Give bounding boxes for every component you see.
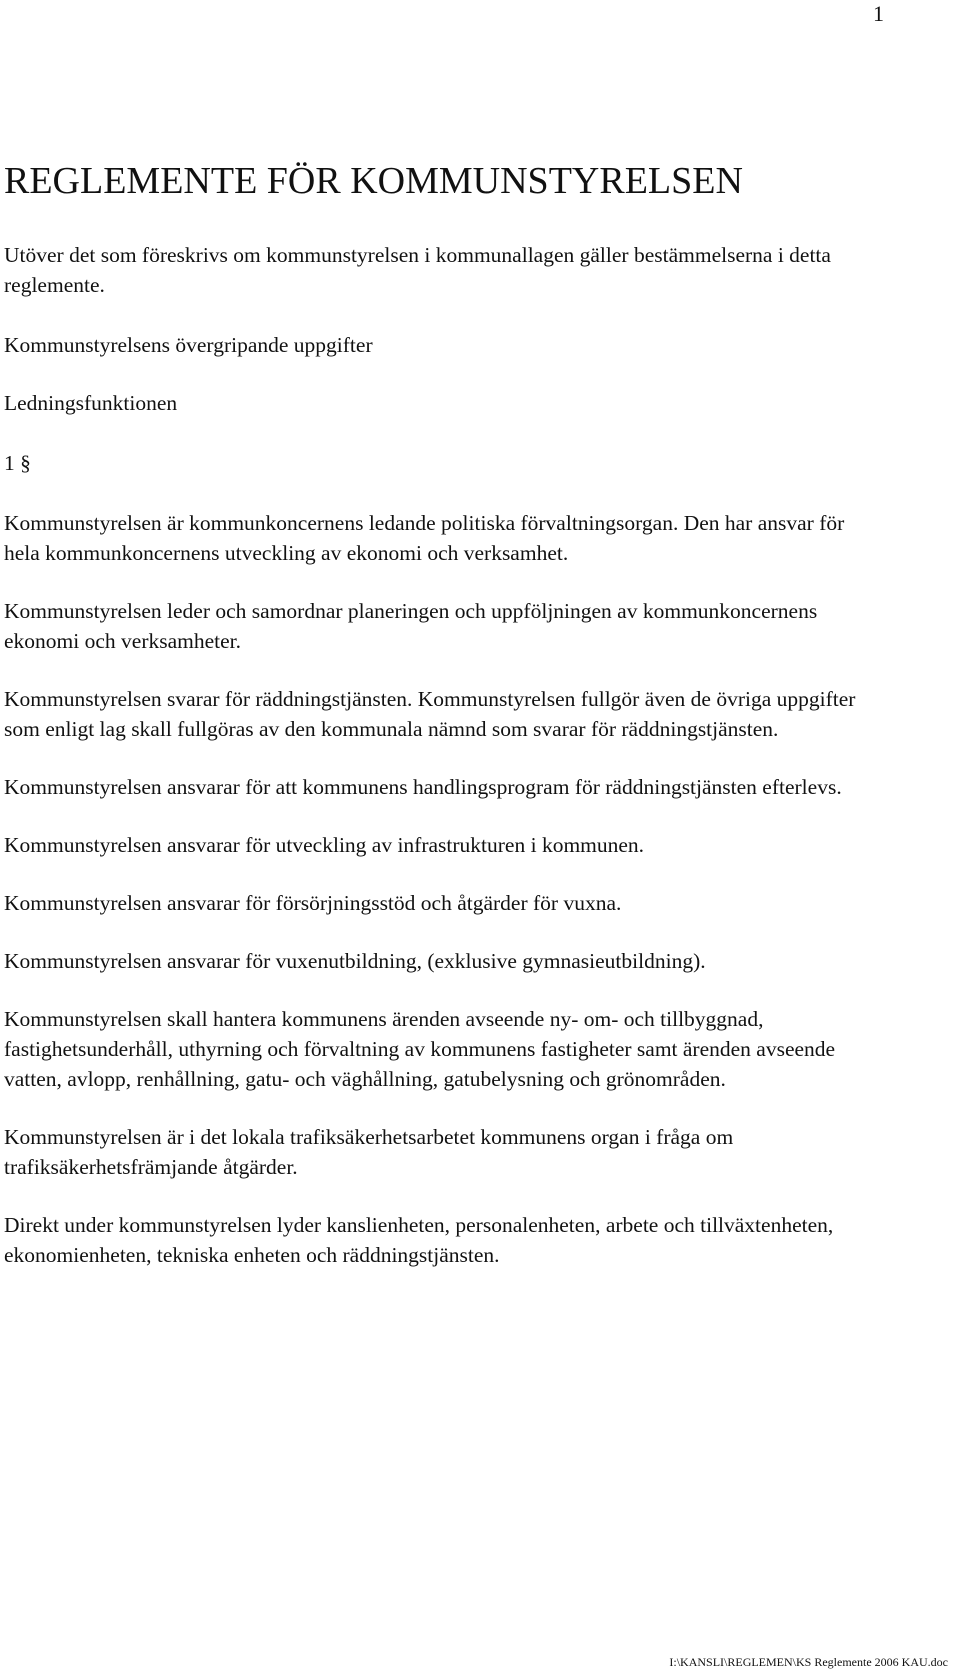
- body-paragraph: Kommunstyrelsen är kommunkoncernens ledande politiska förvaltningsorgan. Den har ansvar för hela kommunkoncernens utveckling av ekonomi och verksamhet.: [4, 511, 845, 565]
- page-number: 1: [873, 1, 884, 26]
- body-paragraph: Kommunstyrelsen svarar för räddningstjänsten. Kommunstyrelsen fullgör även de övriga uppgifter som enligt lag skall fullgöras av den kommunala nämnd som svarar för räddningstjänsten.: [4, 687, 856, 741]
- paragraph-marker: 1 §: [4, 451, 31, 475]
- body-paragraph: Kommunstyrelsen ansvarar för försörjningsstöd och åtgärder för vuxna.: [4, 891, 622, 915]
- body-paragraph: Kommunstyrelsen leder och samordnar planeringen och uppföljningen av kommunkoncernens ekonomi och verksamheter.: [4, 599, 818, 653]
- body-paragraph: Kommunstyrelsen skall hantera kommunens ärenden avseende ny- om- och tillbyggnad, fastighetsunderhåll, uthyrning och förvaltning av kommunens fastigheter samt ärenden avseende vatten, avlopp, renhållning, gatu- och väghållning, gatubelysning och grönområden.: [4, 1007, 836, 1091]
- body-paragraph: Direkt under kommunstyrelsen lyder kanslienheten, personalenheten, arbete och tillväxtenheten, ekonomienheten, tekniska enheten och räddningstjänsten.: [4, 1213, 834, 1267]
- section-heading: Kommunstyrelsens övergripande uppgifter: [4, 333, 373, 357]
- footer-file-path: I:\KANSLI\REGLEMEN\KS Reglemente 2006 KAU.doc: [669, 1655, 948, 1669]
- intro-paragraph: Utöver det som föreskrivs om kommunstyrelsen i kommunallagen gäller bestämmelserna i detta reglemente.: [4, 243, 831, 297]
- body-paragraph: Kommunstyrelsen ansvarar för vuxenutbildning, (exklusive gymnasieutbildning).: [4, 949, 706, 973]
- document-title: REGLEMENTE FÖR KOMMUNSTYRELSEN: [4, 160, 743, 202]
- body-paragraph: Kommunstyrelsen är i det lokala trafiksäkerhetsarbetet kommunens organ i fråga om trafiksäkerhetsfrämjande åtgärder.: [4, 1125, 734, 1179]
- document-body: [4, 160, 864, 1298]
- body-paragraph: Kommunstyrelsen ansvarar för att kommunens handlingsprogram för räddningstjänsten efterlevs.: [4, 775, 842, 799]
- subsection-heading: Ledningsfunktionen: [4, 391, 178, 415]
- body-paragraph: Kommunstyrelsen ansvarar för utveckling av infrastrukturen i kommunen.: [4, 833, 645, 857]
